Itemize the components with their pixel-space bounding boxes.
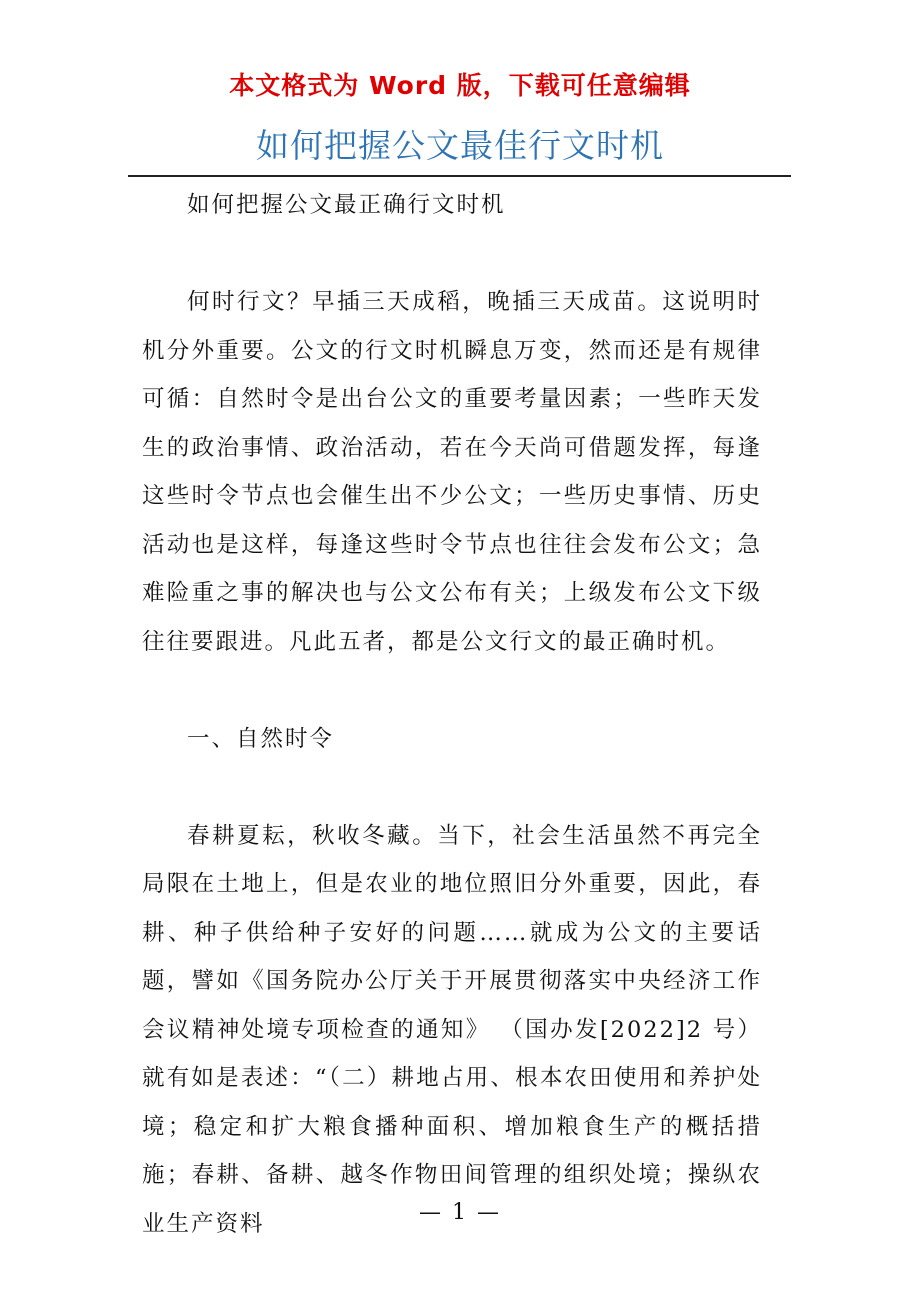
title-divider: [128, 175, 791, 177]
blank-line: [142, 763, 762, 812]
section-heading: 一、自然时令: [187, 725, 335, 752]
document-subtitle: 如何把握公文最正确行文时机: [187, 192, 506, 218]
format-banner: 本文格式为 Word 版，下载可任意编辑: [229, 71, 691, 100]
paragraph-intro: 何时行文？早插三天成稻，晚插三天成苗。这说明时机分外重要。公文的行文时机瞬息万变，然而还是有规律可循：自然时令是出台公文的重要考量因素；一些昨天发生的政治事情、政治活动，若在今天尚可借题发挥，每逢这些时令节点也会催生出不少公文；一些历史事情、历史活动也是这样，每逢这些时令节点也往往会发布公文；急难险重之事的解决也与公文公布有关；上级发布公文下级往往要跟进。凡此五者，都是公文行文的最正确时机。: [142, 289, 762, 655]
paragraph-natural-season: 春耕夏耘，秋收冬藏。当下，社会生活虽然不再完全局限在土地上，但是农业的地位照旧分外重要，因此，春耕、种子供给种子安好的问题……就成为公文的主要话题，譬如《国务院办公厅关于开展贯彻落实中央经济工作会议精神处境专项检查的通知》 （国办发[2022]2 号）就有如是表述：“（二）耕地占用、根本农田使用和养护处境；稳定和扩大粮食播种面积、增加粮食生产的概括措施；春耕、备耕、越冬作物田间管理的组织处境；操纵农业生产资料: [142, 822, 762, 1237]
page-title: 如何把握公文最佳行文时机: [256, 126, 664, 165]
blank-line: [142, 666, 762, 715]
page-number: — 1 —: [419, 1200, 501, 1225]
document-body: [142, 181, 762, 1248]
blank-line: [142, 230, 762, 279]
